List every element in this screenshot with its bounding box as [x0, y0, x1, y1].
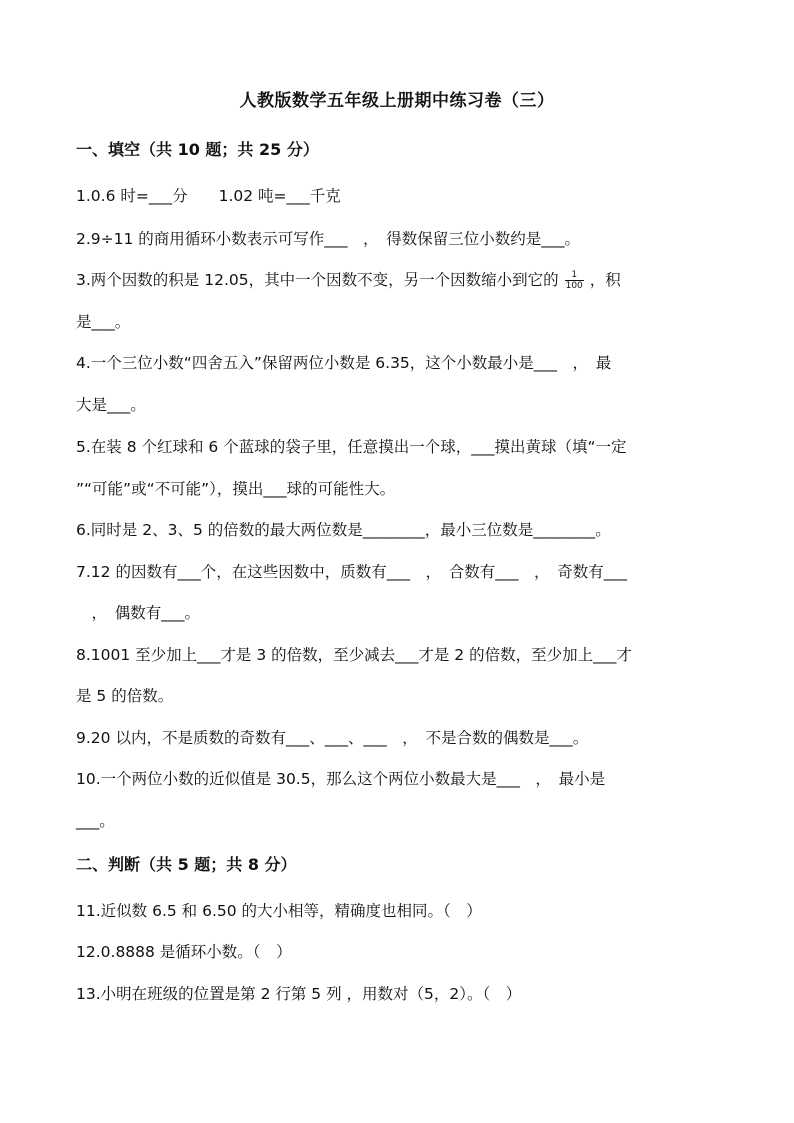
question-13: 13.小明在班级的位置是第 2 行第 5 列 ，用数对（5，2）。（ ） — [76, 985, 522, 1003]
question-8: 8.1001 至少加上___才是 3 的倍数，至少减去___才是 2 的倍数，至少加上___才 — [76, 646, 632, 664]
question-2: 2.9÷11 的商用循环小数表示可写作___ ， 得数保留三位小数约是___。 — [76, 230, 581, 248]
section-judge-heading: 二、判断（共 5 题；共 8 分） — [76, 855, 297, 874]
question-1: 1.0.6 时=___分 1.02 吨=___千克 — [76, 187, 341, 205]
question-4: 4.一个三位小数“四舍五入”保留两位小数是 6.35，这个小数最小是___ ， 最 — [76, 354, 612, 372]
question-11: 11.近似数 6.5 和 6.50 的大小相等，精确度也相同。（ ） — [76, 902, 482, 920]
question-10-continued: ___。 — [76, 812, 115, 830]
question-3-text: 3.两个因数的积是 12.05，其中一个因数不变，另一个因数缩小到它的 — [76, 271, 559, 289]
page-title: 人教版数学五年级上册期中练习卷（三） — [239, 91, 555, 111]
question-4-continued: 大是___。 — [76, 396, 146, 414]
question-9: 9.20 以内，不是质数的奇数有___、___、___ ， 不是合数的偶数是___。 — [76, 729, 589, 747]
question-3-text-end: ，积 — [589, 271, 621, 289]
question-5-continued: ”“可能”或“不可能”），摸出___球的可能性大。 — [76, 480, 396, 498]
section-fill-heading: 一、填空（共 10 题；共 25 分） — [76, 140, 319, 159]
question-3-continued: 是___。 — [76, 313, 131, 331]
fraction-numerator: 1 — [565, 270, 584, 281]
question-7: 7.12 的因数有___个，在这些因数中，质数有___ ， 合数有___ ， 奇数有___ — [76, 563, 627, 581]
question-12: 12.0.8888 是循环小数。（ ） — [76, 943, 292, 961]
question-5: 5.在装 8 个红球和 6 个蓝球的袋子里，任意摸出一个球，___摸出黄球（填“一定 — [76, 438, 627, 456]
fraction-denominator: 100 — [565, 281, 583, 291]
question-10: 10.一个两位小数的近似值是 30.5，那么这个两位小数最大是___ ， 最小是 — [76, 770, 606, 788]
question-3 — [76, 269, 726, 291]
question-8-continued: 是 5 的倍数。 — [76, 687, 174, 705]
question-6: 6.同时是 2、3、5 的倍数的最大两位数是________，最小三位数是________。 — [76, 521, 611, 539]
fraction-one-hundredth — [565, 270, 584, 291]
question-7-continued: ， 偶数有___。 — [76, 604, 201, 622]
